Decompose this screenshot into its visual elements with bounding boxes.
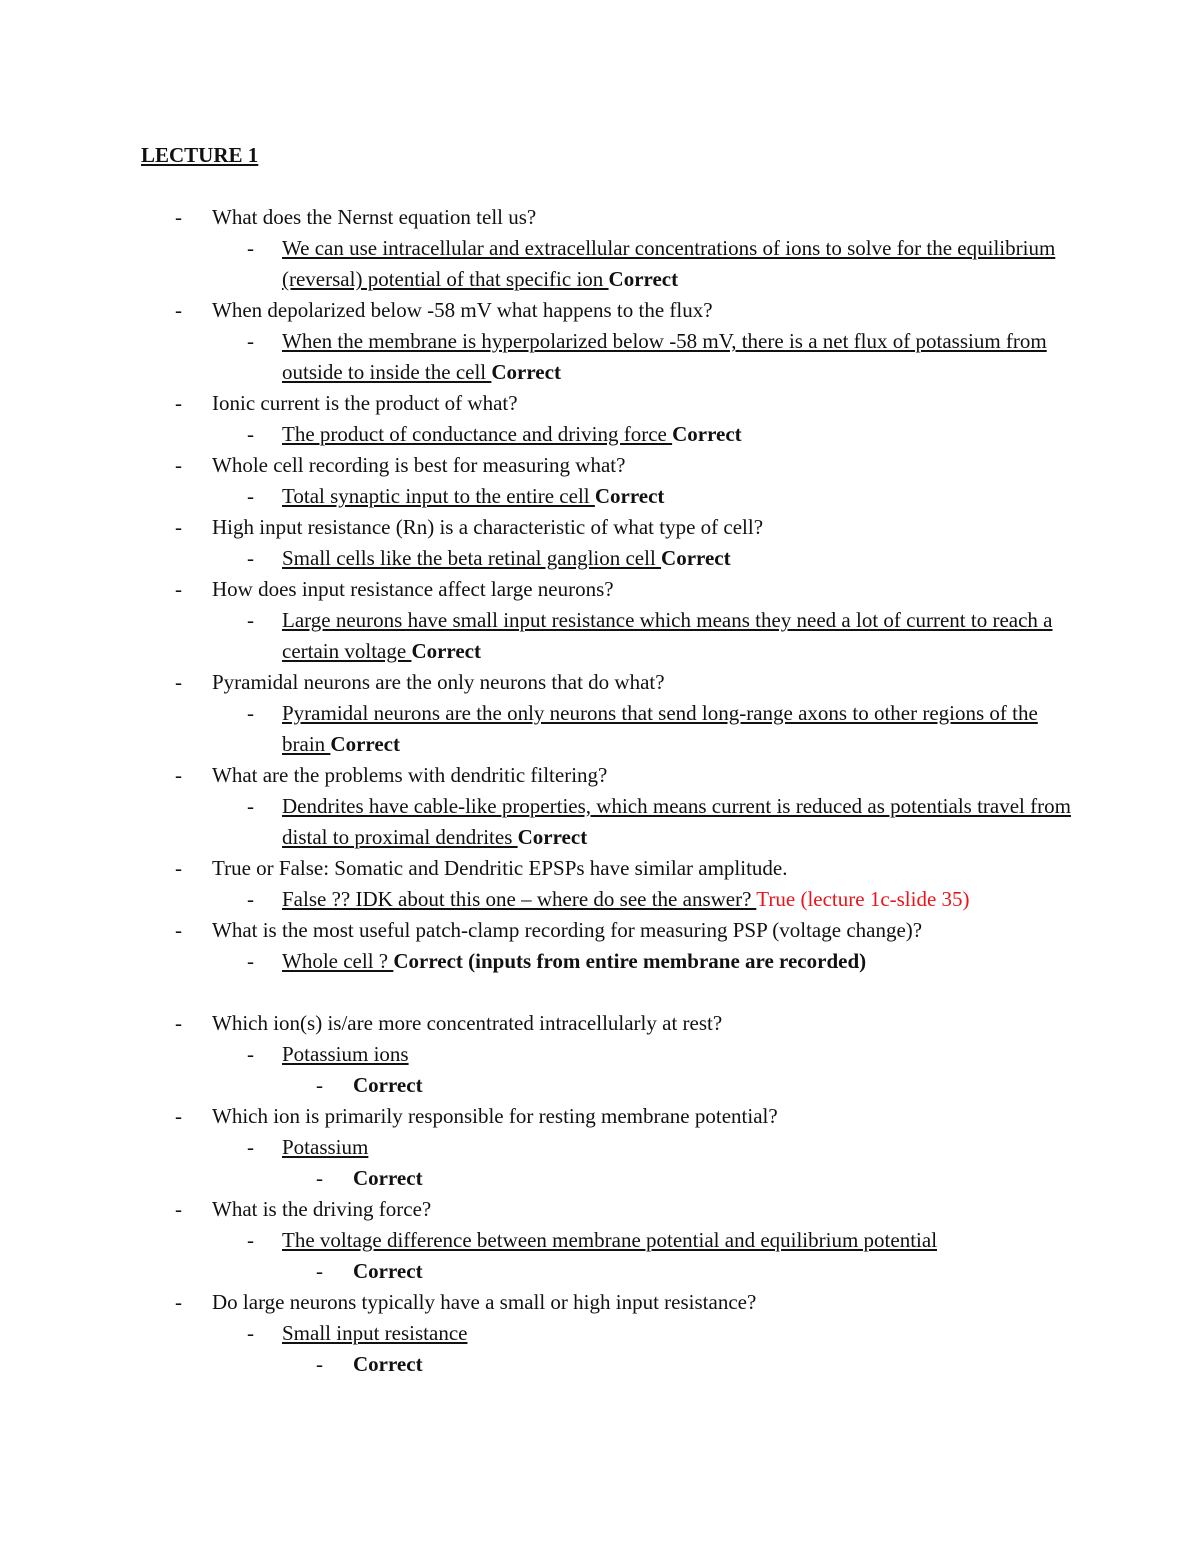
question-text: What are the problems with dendritic filtering? xyxy=(212,763,608,787)
qa-item xyxy=(141,1287,1081,1380)
list-dash: - xyxy=(247,949,254,973)
verdict-text: Correct xyxy=(491,360,561,384)
question xyxy=(141,295,1081,326)
answer xyxy=(141,698,1081,760)
answer xyxy=(141,884,1081,915)
list-dash: - xyxy=(247,1042,254,1066)
question-text: Whole cell recording is best for measuring what? xyxy=(212,453,626,477)
list-dash: - xyxy=(247,484,254,508)
question-text: Which ion is primarily responsible for resting membrane potential? xyxy=(212,1104,778,1128)
document-page xyxy=(141,140,1081,1380)
question-text: High input resistance (Rn) is a characteristic of what type of cell? xyxy=(212,515,764,539)
list-dash: - xyxy=(175,298,182,322)
list-dash: - xyxy=(247,329,254,353)
qa-list xyxy=(141,1008,1081,1380)
qa-item xyxy=(141,574,1081,667)
qa-item xyxy=(141,202,1081,295)
lecture-title: LECTURE 1 xyxy=(141,143,259,167)
answer-text: Small input resistance xyxy=(282,1321,468,1345)
list-dash: - xyxy=(316,1073,323,1097)
question-text: Ionic current is the product of what? xyxy=(212,391,518,415)
verdict-text: Correct (inputs from entire membrane are recorded) xyxy=(393,949,867,973)
list-dash: - xyxy=(175,1290,182,1314)
list-dash: - xyxy=(247,608,254,632)
verdict-text: Correct xyxy=(594,484,665,508)
question xyxy=(141,853,1081,884)
question-text: When depolarized below -58 mV what happens to the flux? xyxy=(212,298,713,322)
answer xyxy=(141,1318,1081,1349)
verdict xyxy=(141,1256,1081,1287)
verdict-text: Correct xyxy=(411,639,481,663)
answer xyxy=(141,543,1081,574)
verdict xyxy=(141,1349,1081,1380)
answer-text: The voltage difference between membrane potential and equilibrium potential xyxy=(282,1228,938,1252)
answer xyxy=(141,1039,1081,1070)
list-dash: - xyxy=(175,856,182,880)
qa-item xyxy=(141,915,1081,977)
qa-item xyxy=(141,667,1081,760)
qa-item xyxy=(141,295,1081,388)
verdict-text: Correct xyxy=(608,267,679,291)
answer-text: Pyramidal neurons are the only neurons that send long-range axons to other regions of the brain xyxy=(282,701,1038,756)
list-dash: - xyxy=(247,236,254,260)
list-dash: - xyxy=(175,763,182,787)
qa-item xyxy=(141,760,1081,853)
qa-item xyxy=(141,1194,1081,1287)
list-dash: - xyxy=(175,670,182,694)
question xyxy=(141,760,1081,791)
verdict-text: Correct xyxy=(353,1259,423,1283)
question-text: How does input resistance affect large neurons? xyxy=(212,577,614,601)
list-dash: - xyxy=(247,546,254,570)
qa-item xyxy=(141,512,1081,574)
question-text: Which ion(s) is/are more concentrated intracellularly at rest? xyxy=(212,1011,723,1035)
question-text: What is the most useful patch-clamp recording for measuring PSP (voltage change)? xyxy=(212,918,923,942)
answer-text: We can use intracellular and extracellular concentrations of ions to solve for the equilibrium (reversal) potential of that specific ion xyxy=(282,236,1056,291)
list-dash: - xyxy=(247,701,254,725)
question-text: What does the Nernst equation tell us? xyxy=(212,205,537,229)
list-dash: - xyxy=(175,1011,182,1035)
list-dash: - xyxy=(247,1321,254,1345)
list-dash: - xyxy=(175,1197,182,1221)
answer-text: Small cells like the beta retinal ganglion cell xyxy=(282,546,662,570)
answer xyxy=(141,946,1081,977)
question-text: Do large neurons typically have a small or high input resistance? xyxy=(212,1290,757,1314)
answer xyxy=(141,419,1081,450)
list-dash: - xyxy=(247,1135,254,1159)
answer xyxy=(141,326,1081,388)
list-dash: - xyxy=(316,1166,323,1190)
qa-item xyxy=(141,1101,1081,1194)
list-dash: - xyxy=(247,1228,254,1252)
answer-text: Potassium xyxy=(282,1135,369,1159)
list-dash: - xyxy=(175,918,182,942)
list-dash: - xyxy=(247,422,254,446)
qa-item xyxy=(141,388,1081,450)
list-dash: - xyxy=(247,887,254,911)
list-dash: - xyxy=(175,453,182,477)
answer xyxy=(141,481,1081,512)
list-dash: - xyxy=(175,1104,182,1128)
qa-item xyxy=(141,853,1081,915)
question-text: What is the driving force? xyxy=(212,1197,432,1221)
verdict xyxy=(141,1163,1081,1194)
list-dash: - xyxy=(175,391,182,415)
answer xyxy=(141,791,1081,853)
verdict-text: Correct xyxy=(517,825,588,849)
answer-text: Large neurons have small input resistance which means they need a lot of current to reach a certain voltage xyxy=(282,608,1053,663)
correction-note: True (lecture 1c-slide 35) xyxy=(756,887,970,911)
blank-line xyxy=(141,977,1081,1008)
verdict xyxy=(141,1070,1081,1101)
verdict-text: Correct xyxy=(353,1352,423,1376)
answer xyxy=(141,233,1081,295)
answer xyxy=(141,1225,1081,1256)
answer-text: Whole cell ? xyxy=(282,949,394,973)
answer xyxy=(141,605,1081,667)
list-dash: - xyxy=(175,515,182,539)
verdict-text: Correct xyxy=(672,422,742,446)
question-text: Pyramidal neurons are the only neurons that do what? xyxy=(212,670,665,694)
question xyxy=(141,1101,1081,1132)
verdict-text: Correct xyxy=(353,1166,423,1190)
answer-text: The product of conductance and driving force xyxy=(282,422,673,446)
answer-text: Total synaptic input to the entire cell xyxy=(282,484,595,508)
list-dash: - xyxy=(316,1259,323,1283)
verdict-text: Correct xyxy=(330,732,400,756)
qa-item xyxy=(141,1008,1081,1101)
question xyxy=(141,574,1081,605)
question xyxy=(141,388,1081,419)
list-dash: - xyxy=(175,577,182,601)
qa-item xyxy=(141,450,1081,512)
verdict-text: Correct xyxy=(353,1073,423,1097)
question xyxy=(141,450,1081,481)
verdict-text: Correct xyxy=(661,546,731,570)
question xyxy=(141,1287,1081,1318)
answer xyxy=(141,1132,1081,1163)
question xyxy=(141,512,1081,543)
question xyxy=(141,667,1081,698)
answer-text: When the membrane is hyperpolarized below -58 mV, there is a net flux of potassium from outside to inside the cell xyxy=(282,329,1047,384)
answer-text: Dendrites have cable-like properties, which means current is reduced as potentials travel from distal to proximal dendrites xyxy=(282,794,1071,849)
list-dash: - xyxy=(175,205,182,229)
answer-text: Potassium ions xyxy=(282,1042,409,1066)
qa-list xyxy=(141,202,1081,977)
question-text: True or False: Somatic and Dendritic EPSPs have similar amplitude. xyxy=(212,856,788,880)
question xyxy=(141,915,1081,946)
answer-text: False ?? IDK about this one – where do see the answer? xyxy=(282,887,757,911)
question xyxy=(141,202,1081,233)
question xyxy=(141,1194,1081,1225)
question xyxy=(141,1008,1081,1039)
list-dash: - xyxy=(316,1352,323,1376)
list-dash: - xyxy=(247,794,254,818)
